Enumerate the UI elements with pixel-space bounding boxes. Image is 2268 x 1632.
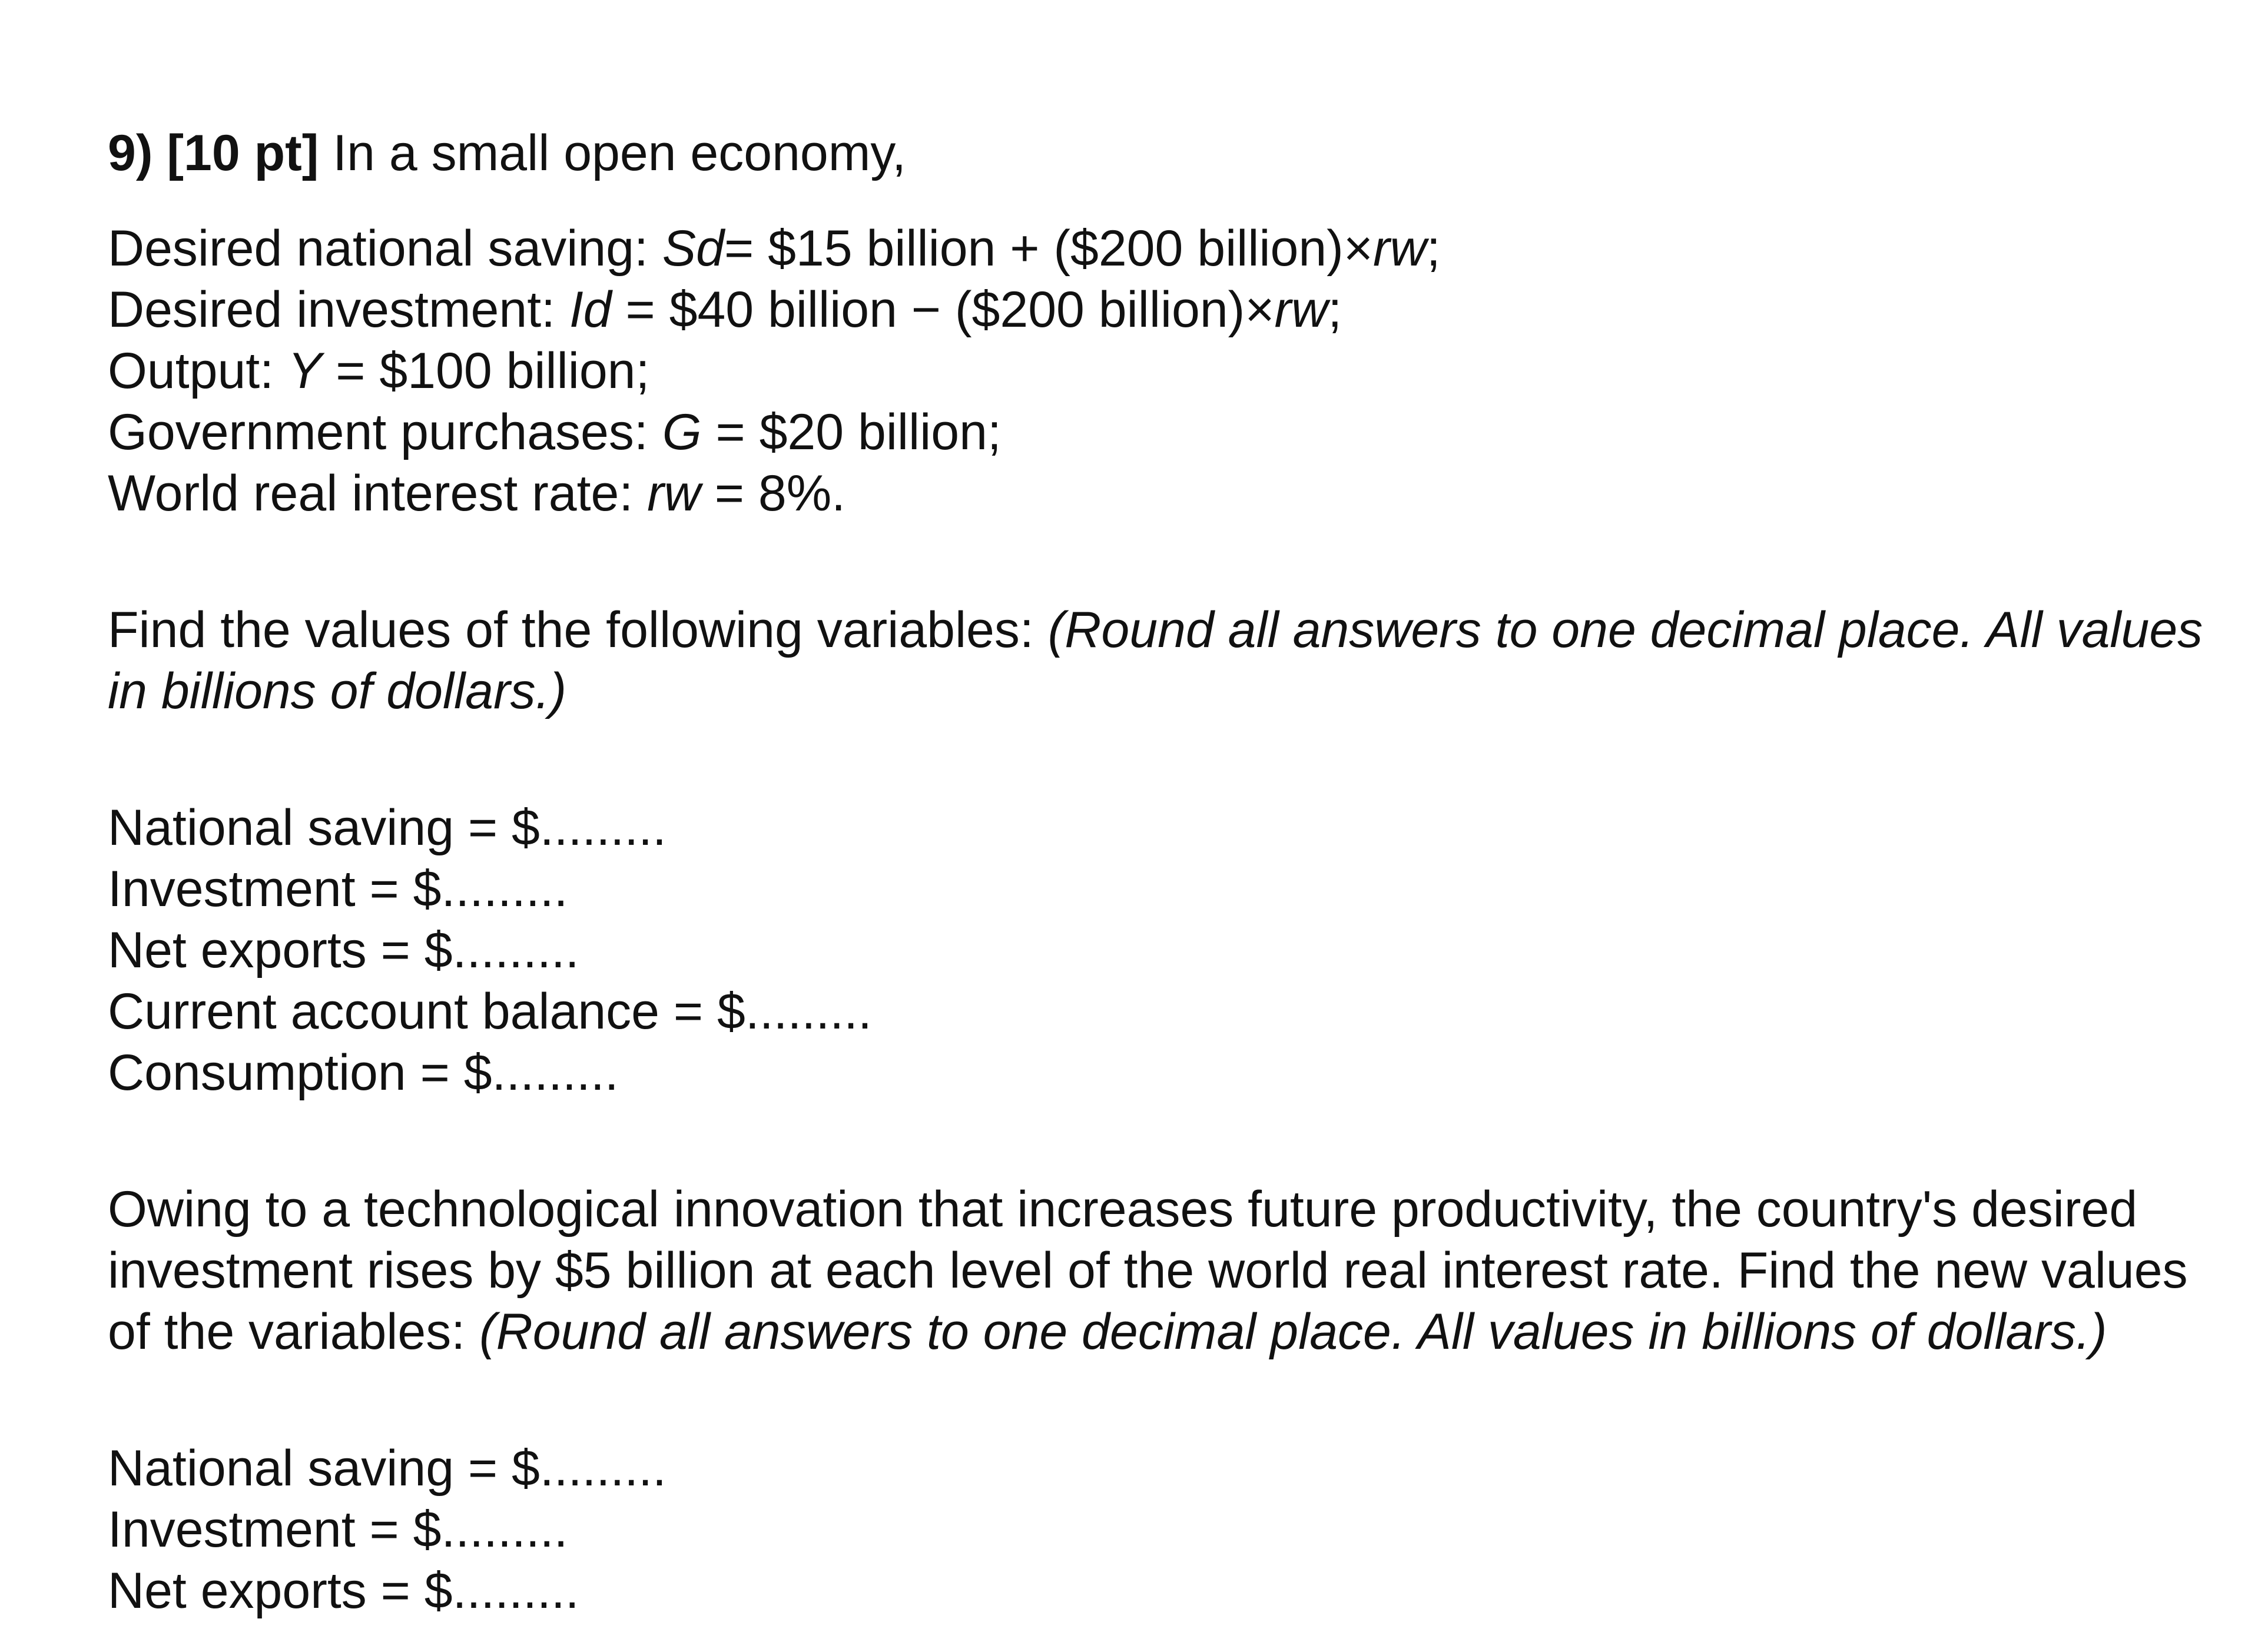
question-number: 9) [108, 125, 153, 181]
question-header [108, 122, 2204, 184]
answer2-investment: Investment = $......... [108, 1501, 568, 1558]
given-world-rate: World real interest rate: rw = 8%. [108, 465, 846, 522]
part2-note: (Round all answers to one decimal place. All values in billions of dollars.) [479, 1303, 2107, 1360]
part1-note: (Round all answers to one decimal place. All values in billions of dollars.) [108, 602, 2203, 719]
question-points: [10 pt] [167, 125, 319, 181]
answer-net-exports: Net exports = $......... [108, 922, 579, 978]
question-intro: In a small open economy, [333, 125, 906, 181]
part1-answers [108, 797, 2204, 1103]
givens-block [108, 218, 2204, 524]
answer2-national-saving: National saving = $......... [108, 1440, 667, 1497]
answer-national-saving: National saving = $......... [108, 800, 667, 856]
given-saving: Desired national saving: Sd= $15 billion + ($200 billion)×rw; [108, 220, 1441, 277]
answer2-net-exports: Net exports = $......... [108, 1563, 579, 1619]
part2-prompt: Owing to a technological innovation that increases future productivity, the country's desired investment rises by $5 billion at each level of the world real interest rate. Find the new values of the variables: [108, 1181, 2188, 1360]
question-page [108, 122, 2204, 1621]
part2-answers [108, 1438, 2204, 1621]
part2-instructions [108, 1179, 2204, 1362]
given-output: Output: Y = $100 billion; [108, 343, 650, 399]
part1-instructions [108, 599, 2204, 722]
answer-consumption: Consumption = $......... [108, 1044, 619, 1101]
answer-investment: Investment = $......... [108, 861, 568, 917]
answer-current-account: Current account balance = $......... [108, 983, 872, 1040]
part1-prompt: Find the values of the following variables: [108, 602, 1048, 658]
given-investment: Desired investment: Id = $40 billion − ($200 billion)×rw; [108, 281, 1342, 338]
given-government: Government purchases: G = $20 billion; [108, 404, 1002, 460]
